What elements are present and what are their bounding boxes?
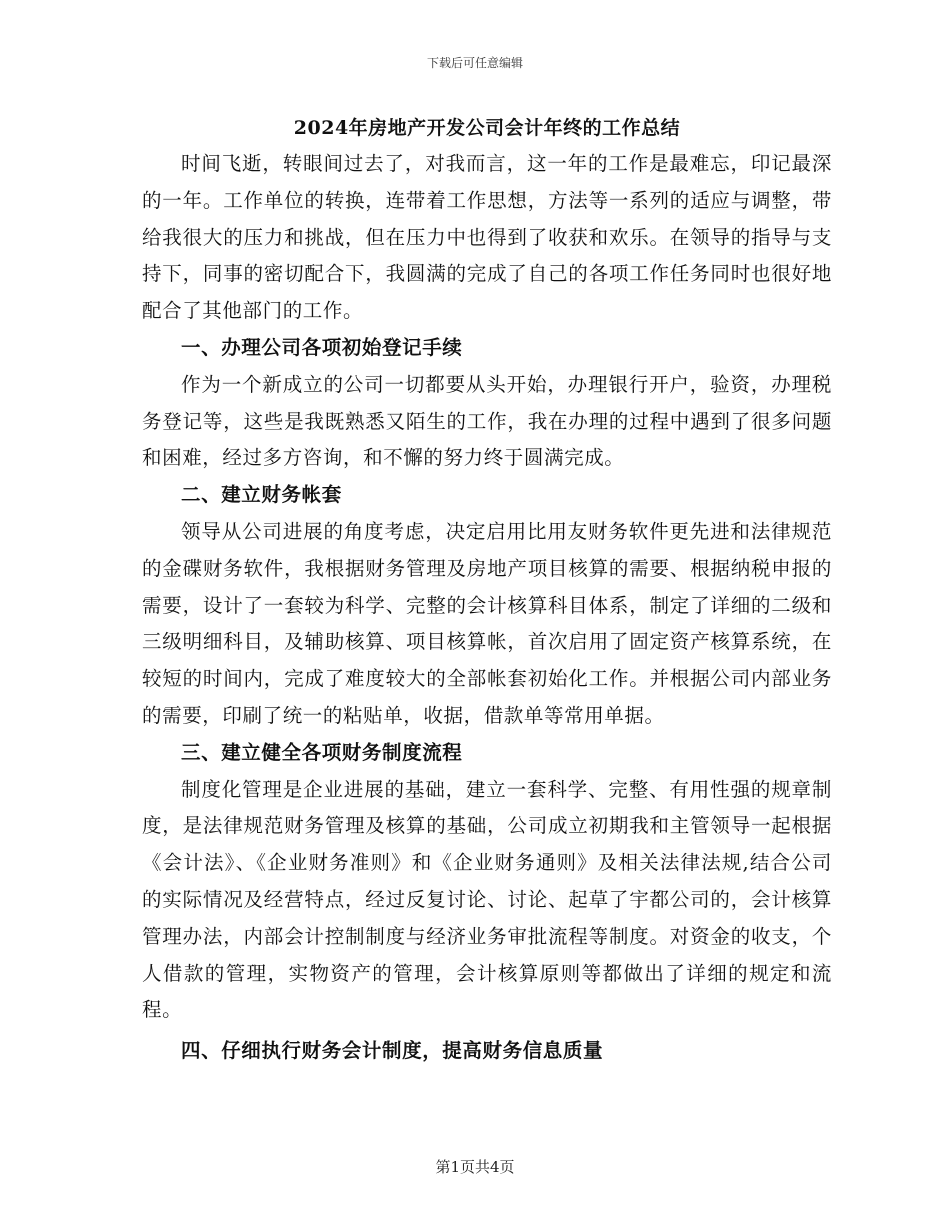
- section-heading-4: 四、仔细执行财务会计制度，提高财务信息质量: [181, 1039, 604, 1063]
- section-heading-2: 二、建立财务帐套: [181, 483, 342, 507]
- page-header-note: 下载后可任意编辑: [426, 56, 523, 70]
- intro-paragraph: 时间飞逝，转眼间过去了，对我而言，这一年的工作是最难忘，印记最深的一年。工作单位的转换，连带着工作思想，方法等一系列的适应与调整，带给我很大的压力和挑战，但在压力中也得到了收获和欢乐。在领导的指导与支持下，同事的密切配合下，我圆满的完成了自己的各项工作任务同时也很好地配合了其他部门的工作。: [142, 152, 832, 323]
- page-number: 第1页共4页: [435, 1158, 515, 1176]
- section-text-1: 作为一个新成立的公司一切都要从头开始，办理银行开户，验资，办理税务登记等，这些是我既熟悉又陌生的工作，我在办理的过程中遇到了很多问题和困难，经过多方咨询，和不懈的努力终于圆满完成。: [142, 372, 832, 470]
- section-heading-1: 一、办理公司各项初始登记手续: [181, 335, 463, 359]
- section-heading-3: 三、建立健全各项财务制度流程: [181, 740, 463, 764]
- section-text-2: 领导从公司进展的角度考虑，决定启用比用友财务软件更先进和法律规范的金碟财务软件，我根据财务管理及房地产项目核算的需要、根据纳税申报的需要，设计了一套较为科学、完整的会计核算科目体系，制定了详细的二级和三级明细科目，及辅助核算、项目核算帐，首次启用了固定资产核算系统，在较短的时间内，完成了难度较大的全部帐套初始化工作。并根据公司内部业务的需要，印刷了统一的粘贴单，收据，借款单等常用单据。: [142, 519, 832, 727]
- section-text-3: 制度化管理是企业进展的基础，建立一套科学、完整、有用性强的规章制度，是法律规范财务管理及核算的基础，公司成立初期我和主管领导一起根据《会计法》、《企业财务准则》和《企业财务通则》及相关法律法规,结合公司的实际情况及经营特点，经过反复讨论、讨论、起草了宇都公司的，会计核算管理办法，内部会计控制制度与经济业务审批流程等制度。对资金的收支，个人借款的管理，实物资产的管理，会计核算原则等都做出了详细的规定和流程。: [142, 777, 832, 1022]
- document-body: [142, 112, 832, 1070]
- document-title: 2024年房地产开发公司会计年终的工作总结: [293, 117, 681, 139]
